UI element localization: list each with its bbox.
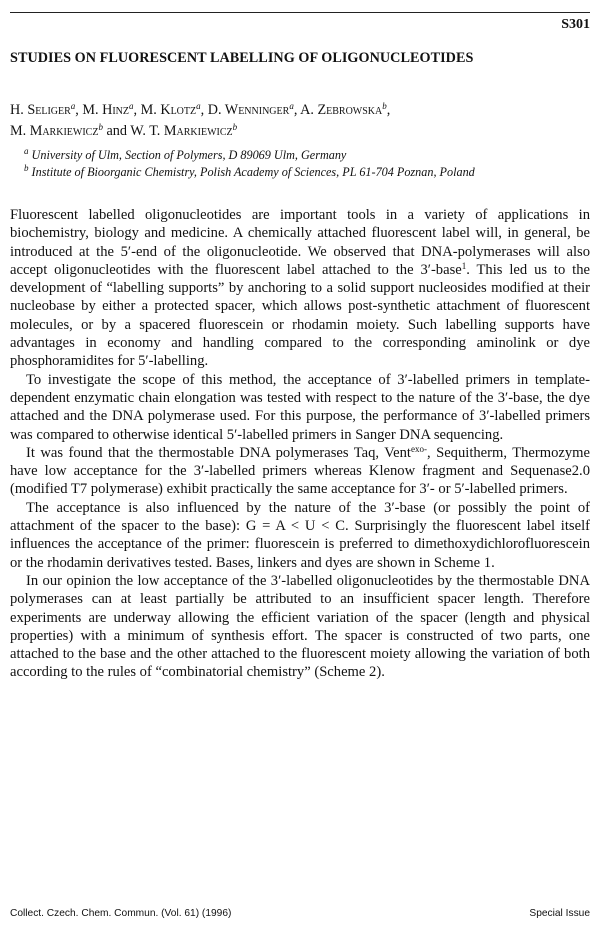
author-name: M. Klotz bbox=[140, 102, 197, 118]
author-surname: inz bbox=[112, 102, 130, 118]
article-title: STUDIES ON FLUORESCENT LABELLING OF OLIGONUCLEOTIDES bbox=[10, 50, 474, 66]
author-surname: arkiewicz bbox=[42, 123, 99, 139]
affiliation-mark: b bbox=[24, 163, 29, 173]
author-surname: ebrowska bbox=[326, 102, 383, 118]
author-list: H. Seliger$^a$, M. Hinz$^a$, M. Klotz$^a$, D. Wenninger$^a$, A. Zebrowska$^b$, M. Markiewicz$^b$ and W. T. Markiewicz$^b$ bbox=[10, 101, 391, 139]
body-paragraph: It was found that the thermostable DNA polymerases Taq, Vent$^{exo-}$, Sequitherm, Thermozyme have low acceptance for the 3′-labelled primers whereas Klenow fragment and Sequenase2.0 (modified T7 polymerase) exhibit practically the same acceptance for 3′- or 5′-labelled primers. bbox=[10, 443, 590, 498]
affiliation-mark: b bbox=[382, 101, 387, 111]
affiliation-mark: b bbox=[98, 122, 103, 132]
page bbox=[10, 0, 590, 936]
affiliation-mark: a bbox=[196, 101, 201, 111]
body-paragraph: Fluorescent labelled oligonucleotides are important tools in a variety of applications in biochemistry, biology and medicine. A chemically attached fluorescent label will, in general, be introduced at the 5′-end of the oligonucleotide. We observed that DNA-polymerases will also accept oligonucleotides with the fluorescent label attached to the 3′-base$^1$. This led us to the development of “labelling supports” by anchoring to a solid support nucleosides modified at their nucleobase by either a protected spacer, which allows post-synthetic attachment of fluorescent molecules, or by a spacered fluorescein or rhodamin moiety. Such labelling supports have advantages in economy and handling compared to the corresponding aminolink or dye phosphoramidites for 5′-labelling. bbox=[10, 207, 590, 370]
affiliation-mark: a bbox=[70, 101, 76, 111]
author-name: D. Wenninger bbox=[207, 102, 290, 118]
affiliation-line: $^b$ Institute of Bioorganic Chemistry, Polish Academy of Sciences, PL 61-704 Poznan, Poland bbox=[24, 163, 475, 179]
author-surname: enninger bbox=[238, 102, 290, 118]
header-rule bbox=[10, 12, 590, 13]
body-paragraph: The acceptance is also influenced by the nature of the 3′-base (or possibly the point of attachment of the spacer to the base): G = A < U < C. Surprisingly the fluorescent label itself influences the acceptance of the primer: fluorescein is preferred to dimethoxydichlorofluorescein or the rhodamin derivatives tested. Bases, linkers and dyes are shown in Scheme 1. bbox=[10, 499, 590, 571]
body-paragraph: To investigate the scope of this method, the acceptance of 3′-labelled primers in template-dependent enzymatic chain elongation was tested with respect to the nature of the 3′-base, the dye attached and the DNA polymerase used. For this purpose, the performance of 3′-labelled primers was compared to otherwise identical 5′-labelled primers in Sanger DNA sequencing. bbox=[10, 371, 590, 443]
affiliation-mark: a bbox=[24, 146, 29, 156]
author-name: A. Zebrowska bbox=[300, 102, 383, 118]
affiliation-mark: b bbox=[232, 122, 238, 132]
author-name: M. Hinz bbox=[82, 102, 130, 118]
article-body bbox=[10, 206, 590, 682]
author-name: M. Markiewicz bbox=[10, 123, 99, 139]
author-name: H. Seliger bbox=[10, 102, 71, 118]
affiliation-line: $^a$ University of Ulm, Section of Polymers, D 89069 Ulm, Germany bbox=[24, 146, 347, 162]
author-surname: eliger bbox=[35, 102, 71, 118]
issue-label: Special Issue bbox=[529, 908, 590, 919]
page-number: S301 bbox=[561, 17, 590, 32]
journal-citation: Collect. Czech. Chem. Commun. (Vol. 61) (1996) bbox=[10, 908, 232, 919]
body-paragraph: In our opinion the low acceptance of the 3′-labelled oligonucleotides by the thermostable DNA polymerases can at least partially be attributed to an insufficient spacer length. Therefore experiments are underway allowing the efficient variation of the spacer (length and physical properties) with a minimum of synthesis effort. The spacer is constructed of two parts, one attached to the base and the other attached to the fluorescent moiety allowing the variation of both according to the rules of “combinatorial chemistry” (Scheme 2). bbox=[10, 572, 590, 681]
author-surname: lotz bbox=[170, 102, 197, 118]
affiliation-mark: a bbox=[129, 101, 134, 111]
author-name: W. T. Markiewicz bbox=[130, 123, 233, 139]
affiliations bbox=[24, 147, 590, 181]
affiliation-mark: a bbox=[289, 101, 294, 111]
superscript: 1 bbox=[461, 260, 467, 271]
superscript: exo- bbox=[411, 443, 427, 454]
author-surname: arkiewicz bbox=[176, 123, 233, 139]
